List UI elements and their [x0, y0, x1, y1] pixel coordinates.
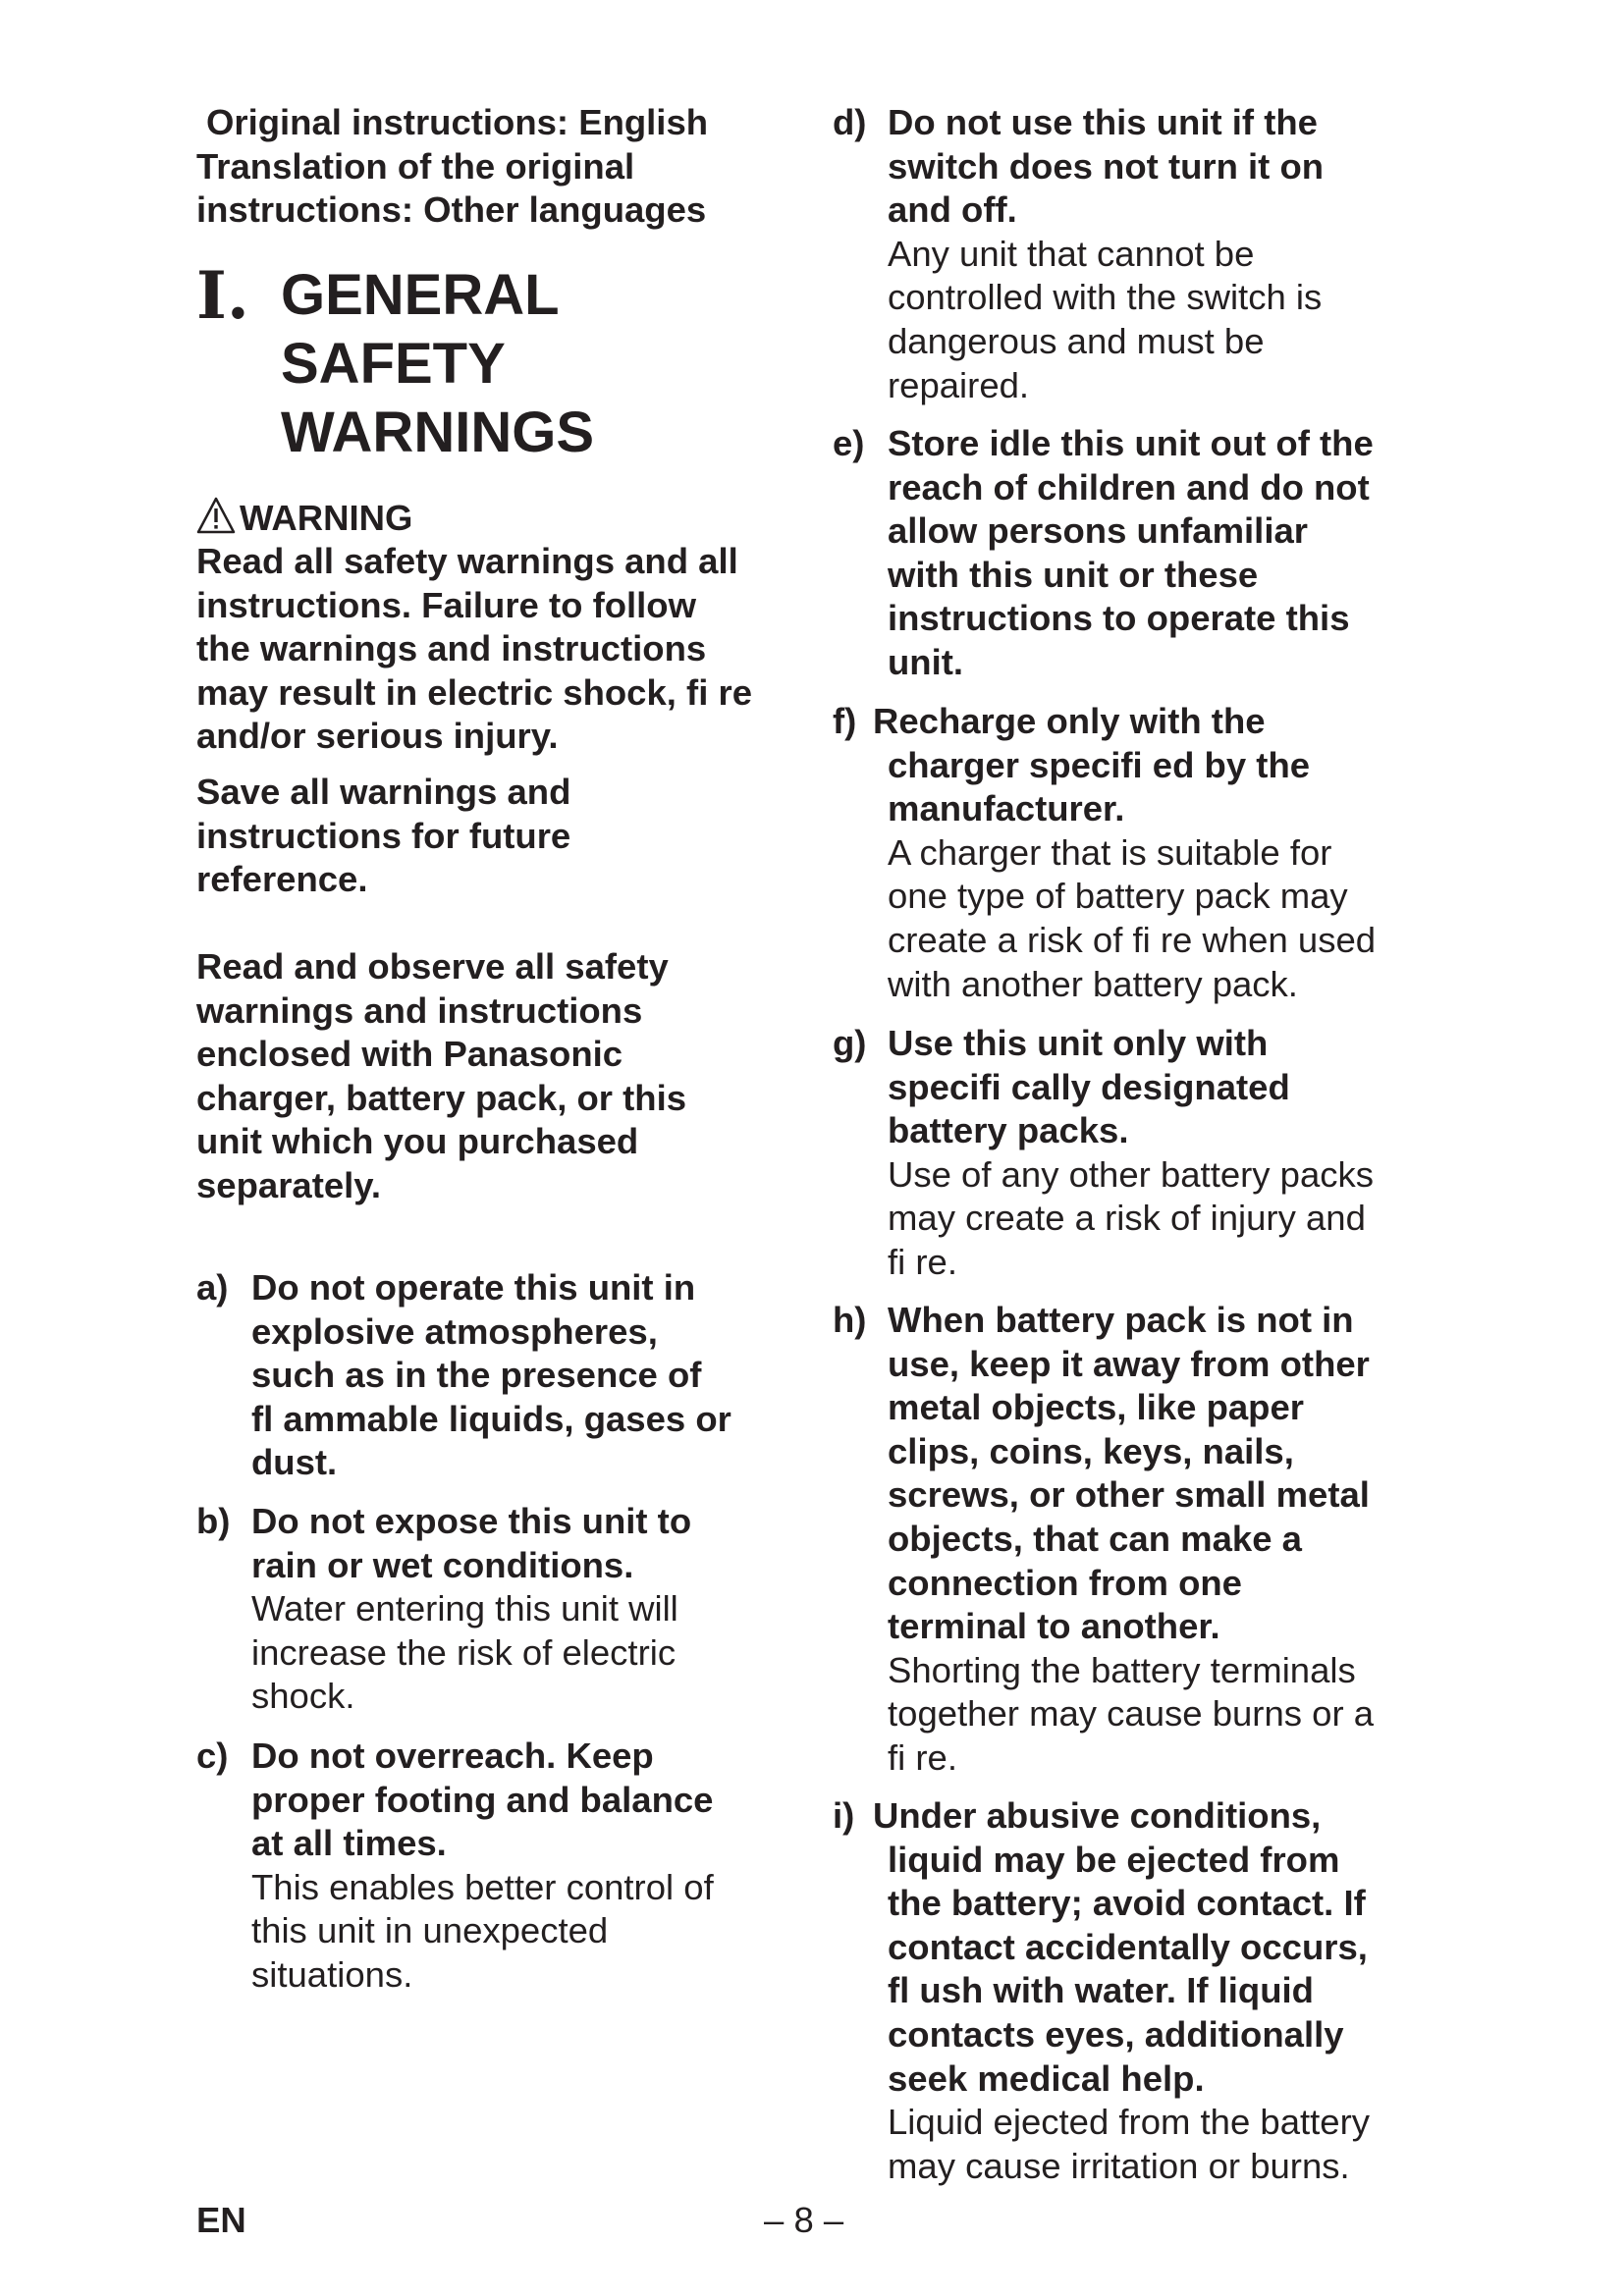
- save-instructions-text: [196, 771, 570, 902]
- item-heading-line: contacts eyes, additionally: [888, 2013, 1344, 2055]
- item-heading-line: manufacturer.: [888, 788, 1125, 829]
- item-body-line: Any unit that cannot be: [888, 233, 1255, 274]
- item-body-line: one type of battery pack may: [888, 876, 1348, 917]
- item-body-line: may create a risk of injury and: [888, 1198, 1366, 1239]
- text-line: enclosed with Panasonic: [196, 1034, 623, 1075]
- item-label: a): [196, 1267, 229, 1308]
- item-body-line: dangerous and must be: [888, 320, 1265, 361]
- section-title-line: WARNINGS: [281, 400, 594, 464]
- text-line: instructions for future: [196, 815, 571, 856]
- safety-item-a: [251, 1266, 731, 1485]
- item-heading-line: such as in the presence of: [251, 1355, 702, 1396]
- item-body-line: create a risk of fi re when used: [888, 919, 1377, 960]
- item-body-line: Water entering this unit will: [251, 1588, 678, 1629]
- item-heading-line: explosive atmospheres,: [251, 1310, 658, 1352]
- item-label: b): [196, 1501, 231, 1541]
- text-line: reference.: [196, 859, 368, 900]
- section-title-line: GENERAL: [281, 263, 560, 327]
- item-heading-line: dust.: [251, 1442, 338, 1483]
- section-title: [281, 261, 594, 467]
- section-number: I.: [196, 257, 249, 334]
- item-heading-line: allow persons unfamiliar: [888, 510, 1308, 552]
- page-number: – 8 –: [764, 2200, 844, 2240]
- text-line: instructions. Failure to follow: [196, 584, 696, 625]
- item-heading-line: the battery; avoid contact. If: [888, 1883, 1366, 1924]
- item-label: d): [833, 102, 867, 142]
- item-body-line: repaired.: [888, 364, 1030, 405]
- text-line: Read all safety warnings and all: [196, 541, 738, 581]
- item-heading-line: at all times.: [251, 1823, 447, 1864]
- item-label: c): [196, 1735, 229, 1776]
- item-heading-line: use, keep it away from other: [888, 1343, 1370, 1384]
- warning-triangle-icon: [196, 497, 236, 534]
- item-body-line: may cause irritation or burns.: [888, 2145, 1350, 2186]
- item-heading-line: fl ammable liquids, gases or: [251, 1398, 731, 1439]
- item-heading-line: battery packs.: [888, 1110, 1129, 1151]
- observe-instructions-text: [196, 945, 686, 1208]
- safety-item-b: [251, 1500, 691, 1719]
- text-line: may result in electric shock, fi re: [196, 671, 752, 713]
- warning-text: [196, 540, 752, 759]
- item-heading-line: When battery pack is not in: [888, 1300, 1354, 1340]
- item-heading-line: terminal to another.: [888, 1606, 1220, 1647]
- item-heading-line: fl ush with water. If liquid: [888, 1970, 1314, 2011]
- item-body-line: shock.: [251, 1676, 355, 1717]
- safety-item-c: [251, 1735, 714, 1998]
- item-heading-line: reach of children and do not: [888, 466, 1370, 507]
- safety-item-g: [888, 1022, 1374, 1285]
- item-heading-line: Do not expose this unit to: [251, 1501, 692, 1541]
- note-line: instructions: Other languages: [196, 189, 707, 231]
- note-line: Translation of the original: [196, 145, 635, 187]
- item-heading-line: instructions to operate this: [888, 598, 1350, 639]
- item-body-line: Liquid ejected from the battery: [888, 2102, 1371, 2143]
- item-heading-line: specifi cally designated: [888, 1066, 1290, 1107]
- section-title-line: SAFETY: [281, 332, 506, 396]
- item-body-line: Shorting the battery terminals: [888, 1649, 1356, 1690]
- item-body-line: situations.: [251, 1953, 413, 1995]
- item-heading-line: contact accidentally occurs,: [888, 1926, 1368, 1967]
- item-heading-line: liquid may be ejected from: [888, 1839, 1340, 1880]
- item-heading-line: unit.: [888, 641, 964, 682]
- item-heading-line: proper footing and balance: [251, 1779, 714, 1820]
- item-body-line: with another battery pack.: [888, 963, 1298, 1004]
- safety-item-i: [873, 1794, 1371, 2188]
- item-heading-line: Do not use this unit if the: [888, 102, 1318, 142]
- item-label: i): [833, 1795, 855, 1836]
- item-heading-line: seek medical help.: [888, 2057, 1205, 2099]
- item-body-line: This enables better control of: [251, 1866, 714, 1907]
- item-body-line: A charger that is suitable for: [888, 831, 1332, 873]
- item-heading-line: charger specifi ed by the: [888, 744, 1311, 785]
- item-heading-line: Use this unit only with: [888, 1023, 1269, 1063]
- item-body-line: controlled with the switch is: [888, 277, 1323, 318]
- safety-item-h: [888, 1299, 1374, 1781]
- item-heading-line: Recharge only with the: [873, 701, 1266, 741]
- item-heading-line: clips, coins, keys, nails,: [888, 1430, 1294, 1471]
- language-code: EN: [196, 2200, 246, 2240]
- item-heading-line: Under abusive conditions,: [873, 1795, 1322, 1836]
- item-label: g): [833, 1023, 867, 1063]
- item-heading-line: switch does not turn it on: [888, 145, 1325, 187]
- item-body-line: increase the risk of electric: [251, 1631, 677, 1673]
- safety-item-d: [888, 101, 1324, 407]
- safety-item-e: [888, 422, 1374, 685]
- item-body-line: this unit in unexpected: [251, 1910, 609, 1951]
- text-line: and/or serious injury.: [196, 716, 559, 757]
- item-heading-line: objects, that can make a: [888, 1518, 1302, 1559]
- text-line: separately.: [196, 1164, 382, 1205]
- text-line: Read and observe all safety: [196, 946, 669, 987]
- item-body-line: together may cause burns or a: [888, 1693, 1375, 1735]
- item-heading-line: rain or wet conditions.: [251, 1544, 634, 1585]
- safety-item-f: [873, 700, 1377, 1006]
- item-heading-line: with this unit or these: [888, 554, 1259, 595]
- item-heading-line: connection from one: [888, 1562, 1242, 1603]
- item-label: h): [833, 1300, 867, 1340]
- note-line: Original instructions: English: [206, 102, 709, 142]
- item-heading-line: screws, or other small metal: [888, 1474, 1370, 1516]
- warning-label-text: WARNING: [240, 498, 413, 538]
- item-heading-line: Do not overreach. Keep: [251, 1735, 654, 1776]
- text-line: unit which you purchased: [196, 1121, 639, 1162]
- item-body-line: fi re.: [888, 1736, 957, 1778]
- text-line: charger, battery pack, or this: [196, 1077, 687, 1118]
- item-body-line: fi re.: [888, 1241, 957, 1282]
- warning-label: [196, 497, 412, 540]
- item-heading-line: metal objects, like paper: [888, 1387, 1304, 1428]
- text-line: warnings and instructions: [196, 989, 643, 1031]
- item-body-line: Use of any other battery packs: [888, 1153, 1375, 1195]
- text-line: Save all warnings and: [196, 772, 571, 812]
- item-heading-line: and off.: [888, 189, 1017, 231]
- item-heading-line: Store idle this unit out of the: [888, 423, 1374, 463]
- item-label: f): [833, 701, 857, 741]
- item-label: e): [833, 423, 865, 463]
- text-line: the warnings and instructions: [196, 628, 707, 669]
- item-heading-line: Do not operate this unit in: [251, 1267, 696, 1308]
- original-instructions-note: [196, 101, 709, 233]
